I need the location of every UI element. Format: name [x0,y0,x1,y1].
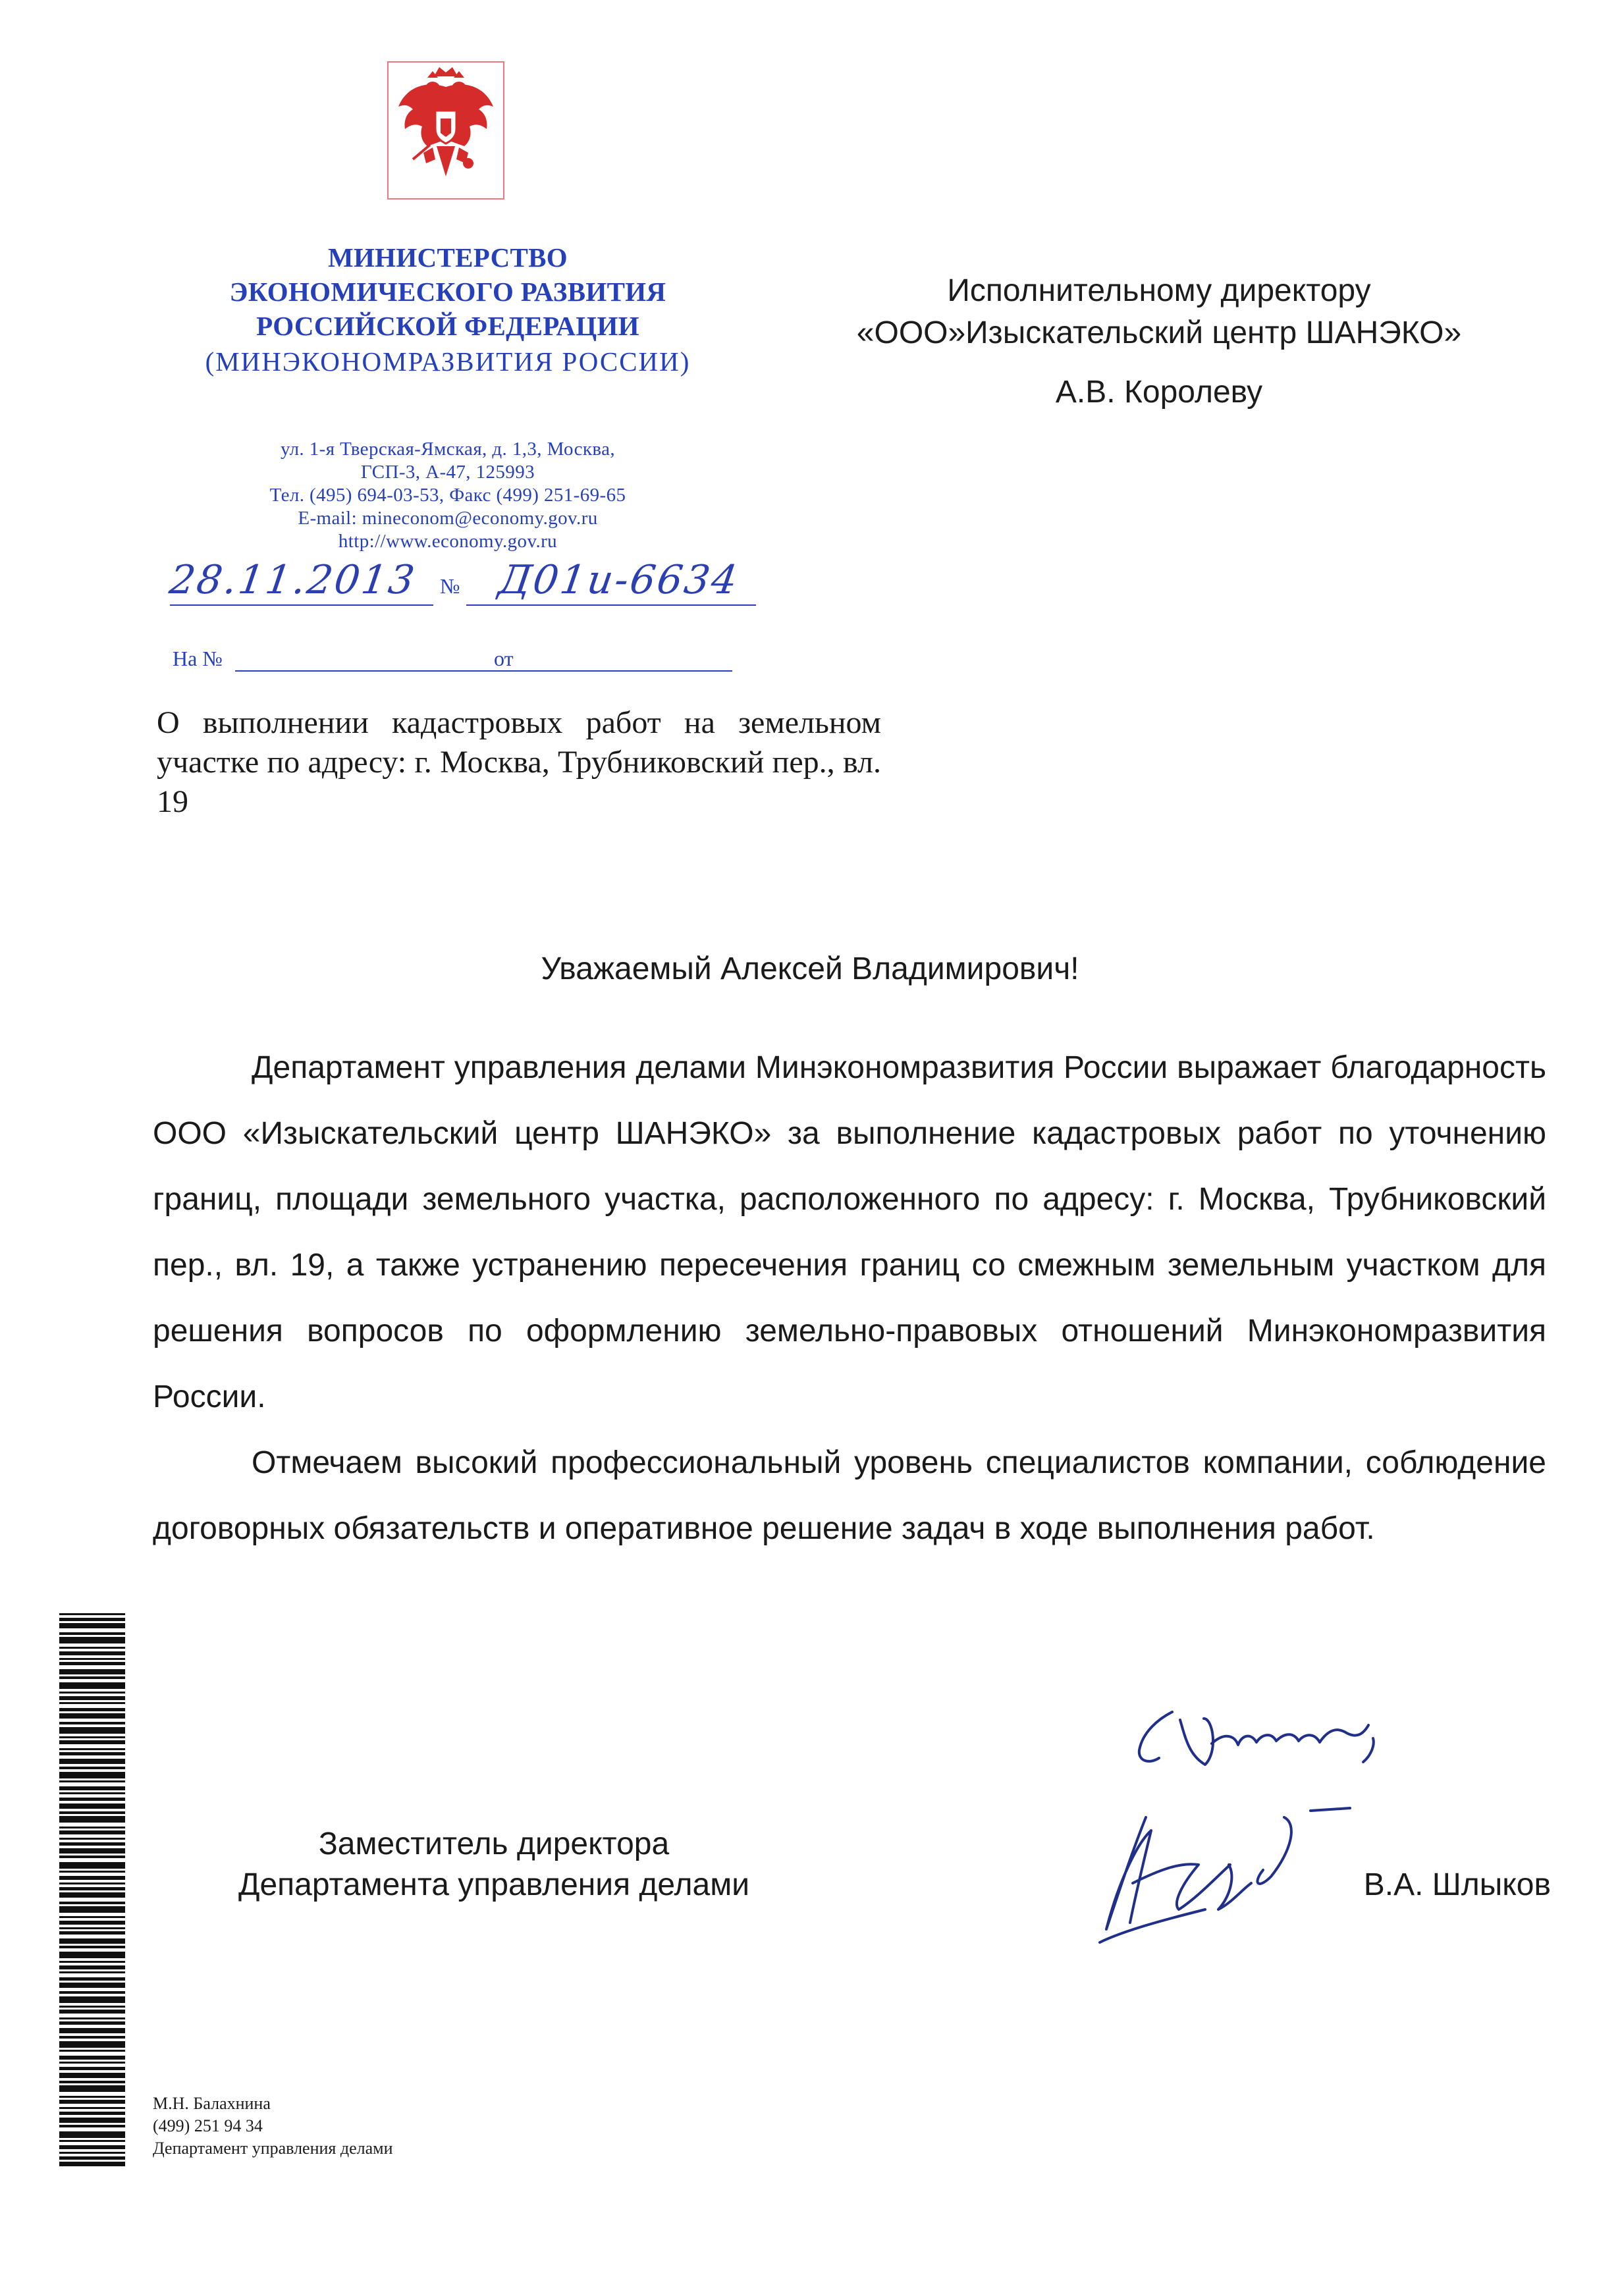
barcode-bar [59,2100,125,2104]
barcode-bar [59,1669,125,1674]
barcode-bar [59,1892,125,1898]
barcode-bar [59,2156,125,2160]
barcode-bar [59,2085,125,2092]
reference-date-label: от [494,647,514,670]
barcode-bar [59,1736,125,1738]
barcode-bar [59,1682,125,1689]
barcode-bar [59,2036,125,2039]
barcode-bar [59,1727,125,1734]
barcode-bar [59,1938,125,1944]
executor-phone: (499) 251 94 34 [153,2116,263,2135]
addressee-position: Исполнительному директору [947,273,1371,308]
barcode-bar [59,1748,125,1750]
barcode-bar [59,1676,125,1679]
barcode-bar [59,1740,125,1744]
barcode-bar [59,1618,125,1621]
barcode-bar [59,2006,125,2008]
barcode-bar [59,1906,125,1913]
barcode-bar [59,2112,125,2115]
barcode-bar [59,2010,125,2014]
barcode-bar [59,2131,125,2138]
barcode-bar [59,1921,125,1925]
barcode-bar [59,1772,125,1778]
reference-date-line [522,670,732,672]
barcode-bar [59,1971,125,1973]
registration-row [167,557,763,612]
barcode-bar [59,1708,125,1711]
number-label: № [440,574,460,598]
barcode-bar [59,1651,125,1655]
barcode-bar [59,1876,125,1880]
registration-number: Д01и-6634 [496,557,742,603]
date-underline [170,604,433,606]
barcode-bar [59,1811,125,1814]
number-underline [466,604,756,606]
letter-body [153,1035,1546,1562]
barcode-bar [59,1931,125,1935]
barcode-bar [59,2145,125,2149]
barcode-bar [59,1759,125,1764]
barcode-bar [59,1855,125,1858]
ministry-short-name: (МИНЭКОНОМРАЗВИТИЯ РОССИИ) [205,346,691,377]
barcode-bar [59,2062,125,2064]
executor-block [153,2093,614,2160]
barcode-bar [59,1842,125,1846]
barcode-bar [59,1862,125,1869]
barcode-bar [59,1927,125,1929]
barcode-bar [59,2041,125,2048]
signatory-name: В.А. Шлыков [1363,1867,1551,1902]
barcode-bar [59,1977,125,1981]
website-line: http://www.economy.gov.ru [338,531,558,552]
barcode-bar [59,1662,125,1665]
ministry-name-line: РОССИЙСКОЙ ФЕДЕРАЦИИ [256,311,639,341]
barcode-bar [59,2081,125,2083]
addressee-name: А.В. Королеву [1055,375,1263,410]
handwritten-signature [1008,1692,1508,1982]
barcode-bar [59,1991,125,1994]
barcode-bar [59,2028,125,2033]
barcode-bar [59,1946,125,1948]
barcode-bar [59,1780,125,1782]
barcode-bar [59,1803,125,1809]
body-paragraph: Департамент управления делами Минэкономразвития России выражает благодарность ООО «Изыскательский центр ШАНЭКО» за выполнение кадастровых работ по уточнению границ, площади земельного участка, расположенного по адресу: г. Москва, Трубниковский пер., вл. 19, а также устранению пересечения границ со смежным земельным участком для решения вопросов по оформлению земельно-правовых отношений Минэкономразвития России. [153,1050,1546,1414]
barcode-bar [59,1816,125,1823]
barcode-bar [59,1752,125,1755]
barcode-bar [59,1722,125,1724]
barcode-bar [59,1916,125,1918]
address-line: ГСП-3, А-47, 125993 [360,462,535,483]
barcode-bar [59,1696,125,1700]
barcode-bar [59,2017,125,2019]
barcode-bar [59,1702,125,1704]
barcode-bar [59,1692,125,1694]
barcode-bar [59,1713,125,1719]
barcode-bar [59,2118,125,2123]
barcode-bar [59,2162,125,2166]
email-line: E-mail: mineconom@economy.gov.ru [298,508,598,529]
ministry-letterhead [158,240,738,379]
barcode-bar [59,1961,125,1963]
barcode-bar [59,1983,125,1988]
coat-of-arms-emblem [387,61,505,200]
executor-department: Департамент управления делами [153,2139,393,2158]
body-paragraph: Отмечаем высокий профессиональный уровень специалистов компании, соблюдение договорных обязательств и оперативное решение задач в ходе выполнения работ. [153,1445,1546,1546]
addressee-block [797,270,1521,414]
barcode-bar [59,2125,125,2127]
barcode-bar [59,1767,125,1769]
ministry-name-line: МИНИСТЕРСТВО [327,242,568,273]
barcode-bar [59,1792,125,1794]
barcode-bar [59,1902,125,1904]
barcode-bar [59,1830,125,1834]
barcode-bar [59,1887,125,1890]
signatory-title-line: Заместитель директора [318,1827,670,1861]
phone-fax-line: Тел. (495) 694-03-53, Факс (499) 251-69-65 [269,485,626,506]
addressee-organization: «ООО»Изыскательский центр ШАНЭКО» [856,315,1462,350]
barcode-bar [59,1882,125,1884]
registration-date: 28.11.2013 [167,557,419,603]
barcode-bar [59,2021,125,2025]
barcode-bar [59,1623,125,1628]
salutation: Уважаемый Алексей Владимирович! [541,951,1079,986]
barcode-bar [59,1952,125,1958]
barcode [59,1613,125,2166]
barcode-bar [59,1647,125,1649]
ministry-name-line: ЭКОНОМИЧЕСКОГО РАЗВИТИЯ [229,277,666,307]
barcode-bar [59,2067,125,2070]
barcode-bar [59,1965,125,1969]
barcode-bar [59,1658,125,1660]
barcode-bar [59,2140,125,2142]
address-line: ул. 1-я Тверская-Ямская, д. 1,3, Москва, [280,439,616,460]
executor-name: М.Н. Балахнина [153,2094,271,2113]
barcode-bar [59,1632,125,1635]
barcode-bar [59,1848,125,1854]
barcode-bar [59,1786,125,1790]
letter-subject: О выполнении кадастровых работ на земельном участке по адресу: г. Москва, Трубниковский пер., вл. 19 [157,705,881,819]
barcode-bar [59,2050,125,2052]
ministry-address-block [158,438,738,553]
barcode-bar [59,2073,125,2078]
barcode-bar [59,1827,125,1829]
barcode-bar [59,1838,125,1840]
barcode-bar [59,1798,125,1801]
barcode-bar [59,1637,125,1643]
reference-number-label: На № [173,647,223,670]
barcode-bar [59,2152,125,2154]
barcode-bar [59,1613,125,1615]
signatory-title-line: Департамента управления делами [238,1867,750,1902]
signatory-title [165,1824,823,1906]
barcode-bar [59,1871,125,1873]
barcode-bar [59,2056,125,2060]
barcode-bar [59,2096,125,2098]
reference-row [173,647,739,673]
barcode-bar [59,1996,125,2003]
barcode-bar [59,2107,125,2109]
